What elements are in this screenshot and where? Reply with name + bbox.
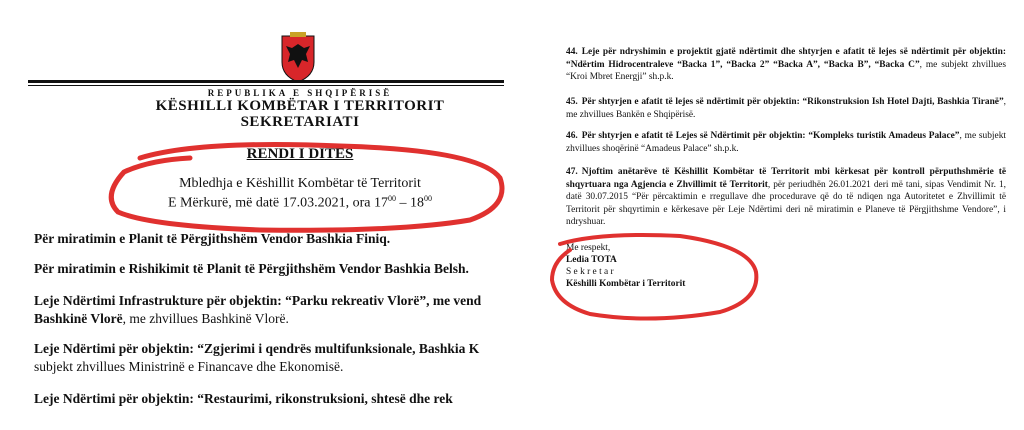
agenda-item-46: 46. Për shtyrjen e afatit të Lejes së Ndërtimit për objektin: “Kompleks turistik Amadeus Palace”, me subjekt zhvillues shoqërinë “Amadeus Palace” sh.p.k. (566, 131, 1006, 154)
meeting-line-1: Mbledhja e Këshillit Kombëtar të Territorit (179, 176, 421, 191)
signature-name: Ledia TOTA (566, 255, 617, 265)
agenda-title: RENDI I DITËS (246, 146, 354, 162)
agenda-item-45: 45. Për shtyrjen e afatit të lejes së ndërtimit për objektin: “Rikonstruksion Ish Hotel Dajti, Bashkia Tiranë”, me zhvillues Bankën e Shqipërisë. (566, 97, 1006, 120)
header-rule (28, 80, 504, 83)
agenda-item-47: 47. Njoftim anëtarëve të Këshillit Kombëtar të Territorit mbi kërkesat për kontroll përputhshmërie të shqyrtuara nga Agjencia e Zhvillimit të Territorit, për periudhën 26.01.2021 deri më tani, sipas Vendimit Nr. 1, datë 30.07.2015 “Për përcaktimin e rregullave dhe procedurave që do të ndiqen nga Autoritetet e Zhvillimit të Territorit për shqyrtimin e kërkesave për Leje Ndërtimi deri në miratimin e Planeve të Përgjithshme Vendore”, i ndryshuar. (566, 167, 1006, 227)
agenda-item-3: Leje Ndërtimi Infrastrukture për objektin: “Parku rekreativ Vlorë”, me vend Bashkinë Vlorë, me zhvillues Bashkinë Vlorë. (34, 293, 482, 326)
agenda-item-4: Leje Ndërtimi për objektin: “Zgjerimi i qendrës multifunksionale, Bashkia K subjekt zhvillues Ministrinë e Financave dhe Ekonomisë. (34, 341, 480, 374)
albanian-emblem-icon (278, 32, 318, 84)
page-gap (510, 0, 548, 430)
agenda-item-5: Leje Ndërtimi për objektin: “Restaurimi, rikonstruksioni, shtesë dhe rek (34, 391, 453, 406)
header-rule-thin (28, 85, 504, 86)
republic-heading: REPUBLIKA E SHQIPËRISË (207, 88, 393, 98)
right-document-page (548, 0, 1024, 430)
agenda-item-2: Për miratimin e Rishikimit të Planit të Përgjithshëm Vendor Bashkia Belsh. (34, 261, 469, 276)
council-heading: KËSHILLI KOMBËTAR I TERRITORIT (155, 98, 445, 114)
agenda-item-1: Për miratimin e Planit të Përgjithshëm Vendor Bashkia Finiq. (34, 231, 391, 246)
secretariat-heading: SEKRETARIATI (240, 114, 360, 130)
signature-closing: Me respekt, (566, 243, 611, 253)
signature-org: Këshilli Kombëtar i Territorit (566, 279, 686, 289)
meeting-line-2: E Mërkurë, më datë 17.03.2021, ora $17^{00} - 18^{00}$ (167, 194, 433, 211)
left-document-page (0, 0, 510, 430)
agenda-item-44: 44. Leje për ndryshimin e projektit gjatë ndërtimit dhe shtyrjen e afatit të lejes së ndërtimit për objektin: “Ndërtim Hidrocentraleve “Backa 1”, “Backa 2” “Backa A”, “Backa B”, “Backa C”, me subjekt zhvillues “Kroi Mbret Energji” sh.p.k. (566, 47, 1006, 82)
signature-role: S e k r e t a r (566, 267, 614, 277)
